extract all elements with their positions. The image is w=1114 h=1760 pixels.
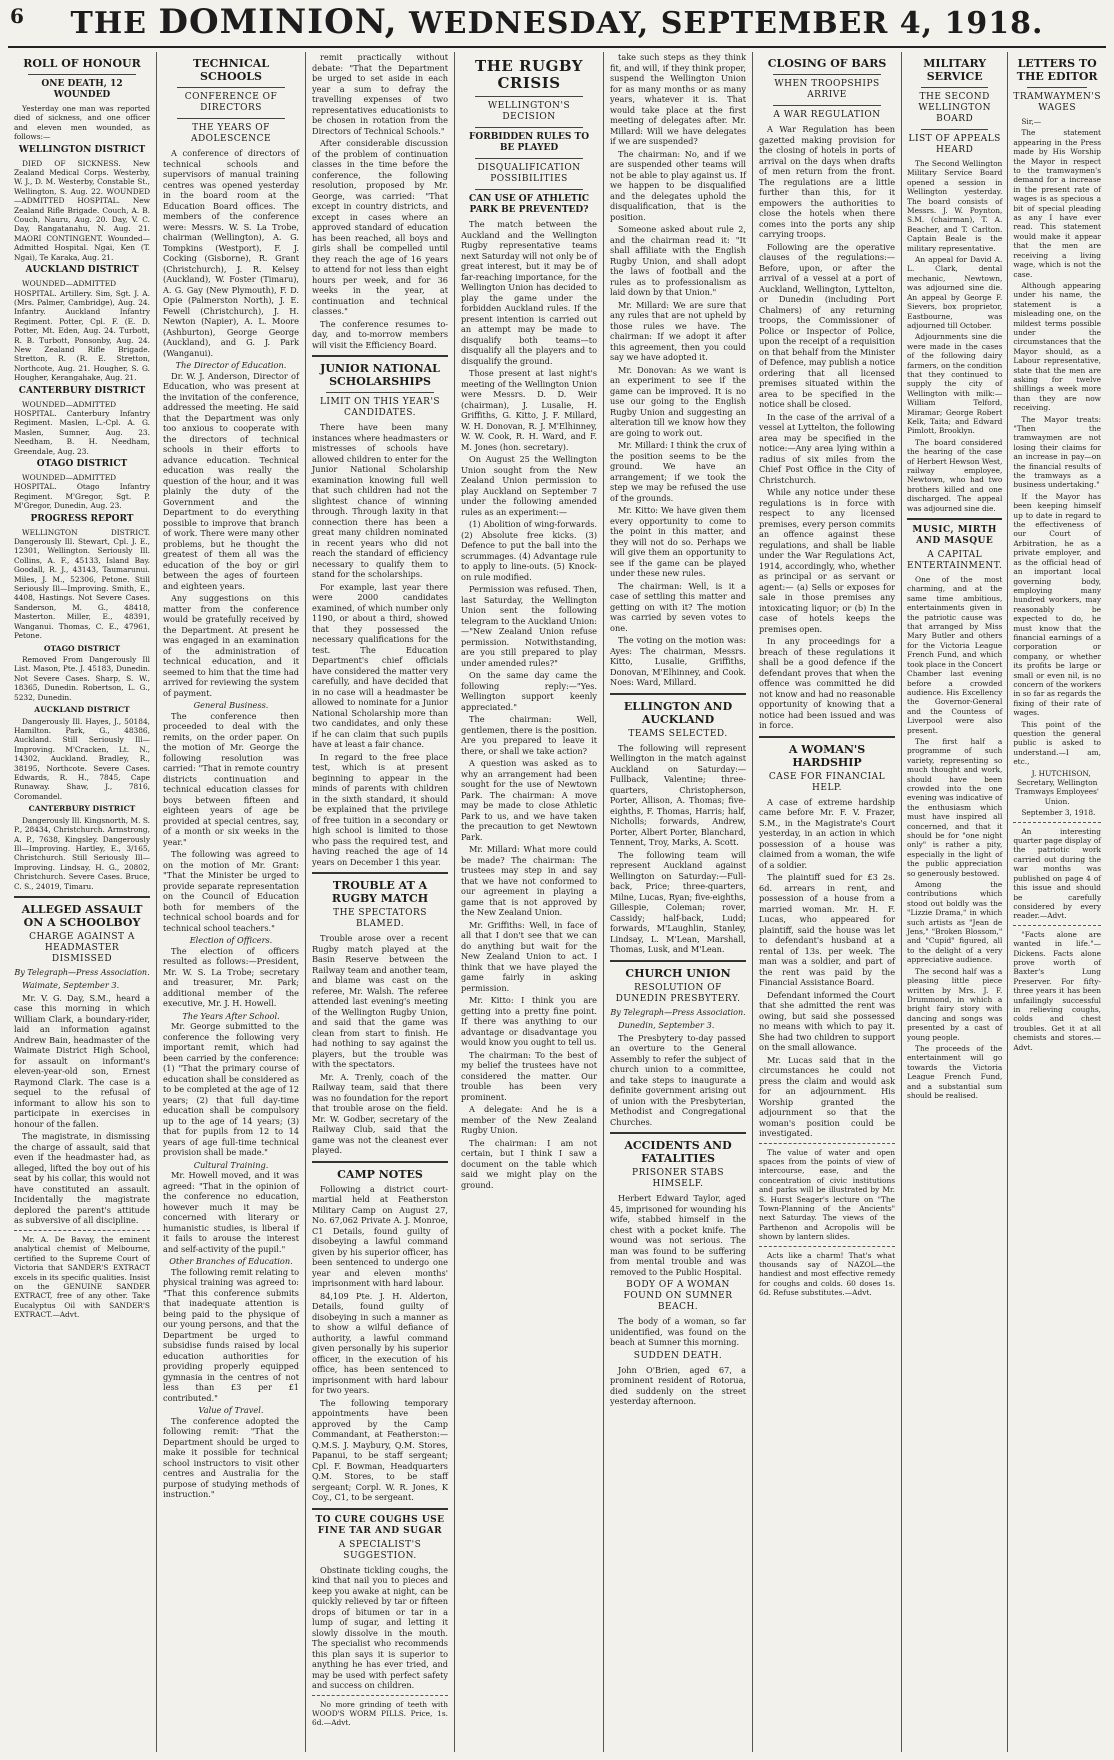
- letters-title: LETTERS TO THE EDITOR: [1016, 57, 1098, 83]
- rugby-match-trouble-title: TROUBLE AT A RUGBY MATCH: [331, 879, 429, 905]
- rugby-crisis-paragraph: Mr. Kitto: I think you are getting into a pretty fine point. If there was anything to our advantage or disadvantage you would know you ought to tell us.: [461, 995, 598, 1047]
- election-of-officers-heading: Election of Officers.: [189, 935, 273, 945]
- church-union-subtitle: RESOLUTION OF DUNEDIN PRESBYTERY.: [615, 982, 741, 1004]
- music-mirth-title: MUSIC, MIRTH AND MASQUE: [912, 525, 997, 547]
- alleged-assault-byline: By Telegraph—Press Association.: [14, 967, 150, 977]
- rugby-crisis-paragraph: On the same day came the following reply:—"Yes. Wellington support keenly appreciated.": [461, 670, 598, 712]
- church-union-title: CHURCH UNION: [625, 966, 731, 980]
- divider: [312, 1508, 448, 1510]
- closing-of-bars-paragraph: While any notice under these regulations is in force with respect to any licensed premises, every person commits an offence against these regulations, and shall be liable under the War Regulations Act, 1914, accordingly, who, whether as principal or as servant or agent:— (a) Sells or exposes for sale in those premises any intoxicating liquor; or (b) In the case of hotels keeps the premises open.: [759, 487, 896, 634]
- technical-schools-paragraph: The election of officers resulted as follows:—President, Mr. W. S. La Trobe; secretary and treasurer, Mr. Park; additional member of the executive, Mr. J. H. Howell.: [163, 945, 300, 1008]
- church-union-byline: By Telegraph—Press Association.: [610, 1007, 746, 1017]
- issue-date: WEDNESDAY, SEPTEMBER 4, 1918.: [408, 6, 1044, 41]
- rugby-crisis-continued: Mr. Donovan: As we want is an experiment to see if the game can be improved. It is no use our going to the English Rugby Union and suggesting an alteration till we know how they are going to work out.: [610, 364, 747, 438]
- years-after-school-heading: The Years After School.: [182, 1010, 280, 1021]
- rugby-crisis-continued: Mr. Millard: I think the crux of the position seems to be the ground. We have an arrangement; if we took the step we may be refused the use of the grounds.: [610, 440, 747, 503]
- alleged-assault-title: ALLEGED ASSAULT ON A SCHOOLBOY: [21, 902, 143, 929]
- rugby-match-trouble-subtitle: THE SPECTATORS BLAMED.: [333, 908, 427, 929]
- divider: [610, 960, 746, 962]
- divider: [921, 87, 988, 88]
- junior-scholarships-paragraph: In regard to the free place test, which is at present beginning to appear in the minds of parents with children in the sixth standard, it should be explained that the privilege of free tuition in a secondary or high school is limited to those who pass the required test, and having reached the age of 14 years on December 1 this year.: [312, 751, 449, 867]
- rugby-crisis-subtitle: WELLINGTON'S DECISION: [487, 101, 571, 122]
- divider: [475, 158, 583, 159]
- cultural-training-heading: Cultural Training.: [193, 1159, 269, 1170]
- closing-of-bars-paragraph: In the case of the arrival of a vessel at Lyttelton, the following area may be specified in the notice:—Any area lying within a radius of six miles from the Chief Post Office in the City of Christchurch.: [759, 411, 896, 485]
- rugby-crisis-continued: The chairman: No, and if we are suspended other teams will not be able to play against us. If we happen to be disqualified and the delegates uphold the disqualification, that is the position.: [610, 148, 747, 222]
- letter-paragraph: Although appearing under his name, the statement is a misleading one, on the mildest terms possible under the circumstances that the Mayor should, as a Labour representative, state that the men are asking for twelve shillings a week more than they are now receiving.: [1013, 280, 1101, 413]
- letter-paragraph: The statement appearing in the Press made by His Worship the Mayor in respect to the tramwaymen's demand for a increase in the present rate of wages is as specious a bit of special pleading as any I have ever read. This statement would make it appear that the men are receiving a living wage, which is not the case.: [1013, 128, 1101, 279]
- closing-of-bars-title: CLOSING OF BARS: [767, 57, 887, 70]
- military-service-subtitle-2: LIST OF APPEALS HEARD: [908, 134, 1001, 155]
- rugby-crisis-subtitle-3: DISQUALIFICATION POSSIBILITIES: [477, 163, 581, 184]
- military-service-subtitle: THE SECOND WELLINGTON BOARD: [918, 92, 991, 124]
- alleged-assault-paragraph: The magistrate, in dismissing the charge of assault, said that even if the headmaster had, as alleged, lifted the boy out of his seat by his collar, this would not have constituted an assault. Incidentally the magistrate deplored the parent's attitude as subversive of all discipline.: [14, 1131, 150, 1226]
- rugby-crisis-continued: Someone asked about rule 2, and the chairman read it: "It shall affiliate with the English Rugby Union, and shall adopt the laws of football and the rules as to professionalism as laid down by that Union.": [610, 224, 747, 297]
- column-5: [604, 52, 753, 1752]
- rugby-crisis-paragraph: The chairman: Well, gentlemen, there is the position. Are you prepared to leave it there, or shall we take action?: [461, 714, 598, 756]
- technical-schools-continued: After considerable discussion of the problem of continuation classes in the time before the conference, the following resolution, proposed by Mr. George, was carried: "That except in country districts, and except in cases where an approved standard of education has been reached, all boys and girls shall be compelled until they reach the age of 16 years to attend for not less than eight hours per week, and for 36 weeks in the year, at continuation and technical classes.": [312, 138, 449, 316]
- military-service-title: MILITARY SERVICE: [923, 57, 987, 83]
- technical-schools-continued: remit practically without debate: "That the Department be urged to set aside in each year a sum to defray the travelling expenses of two representatives educationists to be chosen in rotation from the Directors of Technical Schools.": [312, 52, 449, 136]
- junior-scholarships-subtitle: LIMIT ON THIS YEAR'S CANDIDATES.: [319, 397, 441, 418]
- junior-scholarships-paragraph: There have been many instances where headmasters or mistresses of schools have allowed children to enter for the Junior National Scholarship examination knowing full well that such children had not the slightest chance of winning through. Through laxity in that connection there has been a great many children nominated in recent years who did not reach the standard of efficiency necessary to qualify them to stand for the scholarships.: [312, 422, 449, 579]
- letter-salutation: Sir,—: [1021, 117, 1042, 126]
- alleged-assault-dateline: Waimate, September 3.: [22, 980, 120, 991]
- military-service-paragraph: An appeal for David A. L. Clark, dental mechanic, Newtown, was adjourned sine die. An appeal by George F. Sievers, box proprietor, Eastbourne, was adjourned till October.: [907, 255, 1003, 330]
- military-service-paragraph: Adjournments sine die were made in the cases of the following dairy farmers, on the condition that they continued to supply the city of Wellington with milk:—William Telford, Miramar; George Robert Kelk, Taita; and Edward Pimlott, Brooklyn.: [907, 332, 1003, 436]
- divider: [326, 392, 434, 393]
- town-planning-notice: The value of water and open spaces from the points of view of intercourse, ease, and the concentration of civic institutions and parks will be illustrated by Mr. S. Hurst Seager's lecture on "The Town-Planning of the Ancients" next Saturday. The views of the Parthenon and Acropolis will be shown by lantern slides.: [759, 1147, 896, 1242]
- column-7: [902, 52, 1106, 1752]
- divider: [475, 96, 583, 97]
- church-union-paragraph: The Presbytery to-day passed an overture to the General Assembly to refer the subject of church union to a committee, and take steps to inaugurate a definite government arising out of union with the Presbyterian, Methodist and Congregational Churches.: [610, 1032, 747, 1127]
- closing-of-bars-paragraph: A War Regulation has been gazetted making provision for the closing of hotels in ports of arrival on the days when drafts of men return from the front. The regulations are a little further than this, for it empowers the authorities to close the hotels when there comes into the ports any ship carrying troops.: [759, 124, 896, 239]
- letter-paragraph: If the Mayor has been keeping himself up to date in regard to the effectiveness of our Court of Arbitration, he as a private employer, and as the official head of an important local governing body, employing many hundred workers, may reasonably be expected to do, he must know that the financial earnings of a corporation or company, or whether its profits be large or small or even nil, is no concern of the workers in so far as regards the fixing of their rate of wages.: [1013, 491, 1101, 718]
- divider: [759, 736, 895, 738]
- otago-district-title: OTAGO DISTRICT: [36, 459, 128, 469]
- teams-title: ELLINGTON AND AUCKLAND: [623, 699, 733, 726]
- closing-of-bars-subtitle: WHEN TROOPSHIPS ARRIVE: [774, 79, 880, 100]
- lung-preserver-advertisement: "Facts alone are wanted in life."—Dickens. Facts alone prove worth of Baxter's Lung Preserver. For fifty-three years it has been unfailingly successful in relieving coughs, colds and chest troubles. Get it at all chemists and stores.—Advt.: [1013, 929, 1101, 1052]
- junior-scholarships-title: JUNIOR NATIONAL SCHOLARSHIPS: [320, 362, 440, 388]
- canterbury-district-title: CANTERBURY DISTRICT: [18, 385, 146, 396]
- roll-intro: Yesterday one man was reported died of sickness, and one officer and eleven men wounded, as follows:—: [14, 104, 150, 142]
- music-mirth-paragraph: The proceeds of the entertainment will go towards the Victoria League French Fund, and a substantial sum should be realised.: [907, 1043, 1003, 1100]
- worm-pills-advertisement: No more grinding of teeth with WOOD'S WORM PILLS. Price, 1s. 6d.—Advt.: [312, 1699, 449, 1728]
- technical-schools-paragraph: Mr. Howell moved, and it was agreed: "That in the opinion of the conference no education, however much it may be concerned with literary or humanistic studies, is liberal if it fails to arouse the interest and self-activity of the pupil.": [163, 1170, 300, 1254]
- rugby-crisis-continued: Mr. Millard: We are sure that any rules that are not upheld by those rules we have. The chairman: If we adopt it after this agreement, then you could say we have adopted it.: [610, 299, 747, 362]
- music-mirth-paragraph: The first half a programme of such variety, representing so much thought and work, should have been crowded into the one evening was indicative of the enthusiasm which must have inspired all concerned, and that it should be for "one night only" is rather a pity, especially in the light of the public appreciation so generously bestowed.: [907, 736, 1003, 878]
- other-branches-heading: Other Branches of Education.: [169, 1256, 293, 1266]
- closing-of-bars-paragraph: Following are the operative clauses of the regulations:— Before, upon, or after the arrival of a vessel at a port of Auckland, Wellington, Lyttelton, or Dunedin (including Port Chalmers) of any returning troops, the Commissioner of Police or Inspector of Police, upon the receipt of a requisition on that behalf from the Minister of Defence, may publish a notice ordering that all licensed premises situated within the area to be specified in the notice shall be closed.: [759, 241, 896, 409]
- otago-district-2-title: OTAGO DISTRICT: [43, 643, 121, 653]
- alleged-assault-subtitle: CHARGE AGAINST A HEADMASTER DISMISSED: [29, 931, 135, 964]
- divider: [312, 355, 448, 357]
- music-mirth-paragraph: The second half was a pleasing little piece written by Mrs. J. F. Drummond, in which a bright fairy story with dancing and songs was presented by a cast of young people.: [907, 966, 1003, 1042]
- title-prefix: THE: [70, 6, 148, 41]
- technical-schools-subtitle-2: THE YEARS OF ADOLESCENCE: [190, 123, 272, 144]
- divider: [14, 896, 150, 898]
- closing-of-bars-subtitle-2: A WAR REGULATION: [773, 110, 881, 120]
- womans-hardship-paragraph: The plaintiff sued for £3 2s. 6d. arrears in rent, and possession of a house from a married woman. Mr. H. F. Lucas, who appeared for plaintiff, said the house was let to defendant's husband at a rental of 13s. per week. The man was a soldier, and part of the rent was paid by the Financial Assistance Board.: [759, 872, 896, 987]
- camp-notes-paragraph: Following a district court-martial held at Featherston Military Camp on August 27, No. 67,062 Private A. J. Monroe, C1 Details, found guilty of disobeying a lawful command given by his superior officer, has been sentenced to undergo one year and eleven months' imprisonment with hard labour.: [312, 1183, 449, 1288]
- amended-rules-list: (1) Abolition of wing-forwards. (2) Absolute free kicks. (3) Defence to put the ball into the scrummages. (4) Advantage rule to apply to line-outs. (5) Knock-on rule modified.: [461, 519, 598, 582]
- rugby-crisis-title: THE RUGBY CRISIS: [475, 57, 584, 92]
- technical-schools-paragraph: The conference then proceeded to deal with the remits, on the order paper. On the motion of Mr. George the following resolution was carried: "That in remote country districts continuation and technical education classes for boys between fifteen and eighteen years of age be provided at special centres, say, of a month or six weeks in the year.": [163, 710, 300, 847]
- masthead-rule: [8, 46, 1106, 48]
- roll-subtitle: ONE DEATH, 12 WOUNDED: [41, 79, 123, 100]
- rugby-crisis-subtitle-4: CAN USE OF ATHLETIC PARK BE PREVENTED?: [468, 194, 590, 215]
- rugby-match-trouble-paragraph: Mr. A. Trenly, coach of the Railway team, said that there was no foundation for the report that trouble arose on the field. Mr. W. Godber, secretary of the Railway Club, said that the game was not the cleanest ever played.: [312, 1071, 449, 1155]
- paper-name: DOMINION,: [158, 2, 398, 42]
- technical-schools-title: TECHNICAL SCHOOLS: [193, 57, 269, 83]
- divider: [921, 129, 988, 130]
- divider: [773, 105, 881, 106]
- technical-schools-paragraph: The following remit relating to physical training was agreed to: "That this conference submits that inadequate attention is being paid to the physique of our young persons, and that the Department be urged to subsidise funds raised by local education authorities for providing properly equipped gymnasia in the centres of not less than £3 per £1 contributed.": [163, 1266, 300, 1403]
- column-4: [455, 52, 604, 1752]
- divider: [177, 118, 285, 119]
- divider: [773, 74, 881, 75]
- wellington-district-title: WELLINGTON DISTRICT: [18, 144, 146, 155]
- auckland-district-title: AUCKLAND DISTRICT: [25, 265, 139, 276]
- roll-of-honour-title: ROLL OF HONOUR: [23, 57, 141, 70]
- letter-signature: J. HUTCHISON, Secretary, Wellington Tramways Employees' Union.: [1015, 768, 1099, 806]
- sanders-extract-advertisement: Mr. A. De Bavay, the eminent analytical chemist of Melbourne, certified to the Supreme Court of Victoria that SANDER'S EXTRACT excels in its specific qualities. Insist on the GENUINE SANDER EXTRACT, free of any other. Take Eucalyptus Oil with SANDER'S EXTRACT.—Advt.: [14, 1234, 150, 1320]
- newspaper-columns: [8, 52, 1106, 1752]
- divider: [759, 1246, 895, 1247]
- accidents-paragraph: John O'Brien, aged 67, a prominent resident of Rotorua, died suddenly on the street yesterday afternoon.: [610, 1364, 747, 1406]
- military-service-paragraph: The Second Wellington Military Service Board opened a session in Wellington yesterday. The board consists of Messrs. J. W. Poynton, S.M. (chairman), T. A. Beacher, and T. Carlton. Captain Beale is the military representative.: [907, 159, 1003, 253]
- letters-column: [1008, 52, 1106, 1752]
- womans-hardship-paragraph: Mr. Lucas said that in the circumstances he could not press the claim and would ask for an adjournment. His Worship granted the adjournment so that the woman's position could be investigated.: [759, 1054, 896, 1138]
- prisoner-subtitle: PRISONER STABS HIMSELF.: [632, 1168, 725, 1189]
- progress-report-text: WELLINGTON DISTRICT. Dangerously Ill. Stewart, Cpl. J. E., 12301, Wellington. Seriously Ill. Collins, A. F., 45133, Island Bay. Goodall, R. J., 43143, Taumarunui. Miles, J. M., 52306, Petone. Still Seriously Ill—Improving. Smith, E., 4408, Hastings. Not Severe Cases. Sanderson, M. G., 48418, Masterton. Miller, E., 48391, Wanganui. Thomas, C. E., 47961, Petone.: [14, 527, 150, 641]
- body-found-subtitle: BODY OF A WOMAN FOUND ON SUMNER BEACH.: [623, 1280, 733, 1312]
- canterbury-district-text: WOUNDED—ADMITTED HOSPITAL. Canterbury Infantry Regiment. Maslen, L.-Cpl. A. G. Maslen, Sumner, Aug. 23. Needham, B. H. Needham, Greendale, Aug. 23.: [14, 399, 150, 456]
- technical-schools-paragraph: The conference adopted the following remit: "That the Department should be urged to make it possible for technical school instructors to visit other centres and Australia for the purpose of studying methods of instruction.": [163, 1415, 300, 1499]
- divider: [759, 1143, 895, 1144]
- divider: [312, 1695, 448, 1696]
- accidents-title: ACCIDENTS AND FATALITIES: [624, 1139, 732, 1165]
- divider: [907, 518, 1002, 520]
- cure-coughs-subtitle: A SPECIALIST'S SUGGESTION.: [338, 1539, 422, 1561]
- teams-paragraph: The following will represent Wellington in the match against Auckland on Saturday:—Fullback, Valentine; three-quarters, Christopherson, Porter, Allison, A. Thomas; five-eighths, F. Thomas, Harris; half, Nicholls; forwards, Andrew, Porter, Albert Porter, Blanchard, Tennent, Troy, Marks, A. Scott.: [610, 742, 747, 847]
- rugby-crisis-paragraph: Those present at last night's meeting of the Wellington Union were Messrs. D. D. Weir (chairman), J. Lusalie, H. Griffiths, G. Kitto, J. F. Millard, W. H. Donovan, R. J. M'Elhinney, W. W. Cook, R. H. Ward, and F. M. Jones (hon. secretary).: [461, 368, 598, 452]
- divider: [1013, 925, 1101, 926]
- alleged-assault-paragraph: Mr. V. G. Day, S.M., heard a case this morning in which William Clark, a boundary-rider, laid an information against Andrew Bain, headmaster of the Waimate District High School, for assault on informant's eleven-year-old son, Ernest Raymond Clark. The case is a sequel to the refusal of informant to allow his son to participate in exercises in honour of the fallen.: [14, 992, 150, 1129]
- technical-schools-paragraph: Mr. George submitted to the conference the following very important remit, which had been carried by the conference: (1) "That the primary course of education shall be considered as to be completed at the age of 12 years; (2) that full day-time education shall be compulsory up to the age of 14 years; (3) that for pupils from 12 to 14 years of age full-time technical provision shall be made.": [163, 1021, 300, 1157]
- junior-scholarships-paragraph: For example, last year there were 2000 candidates examined, of which number only 1190, or about a third, showed that they possessed the necessary qualifications for the test. The Education Department's chief officials have considered the matter very carefully, and have decided that in no case will a headmaster be allowed to nominate for a Junior National Scholarship more than two candidates, and only these if he can claim that such pupils have at least a fair chance.: [312, 581, 449, 749]
- rugby-crisis-paragraph: The chairman: To the best of my belief the trustees have not considered the matter. Our trouble has been very prominent.: [461, 1049, 598, 1102]
- divider: [610, 693, 746, 695]
- letter-date: September 3, 1918.: [1021, 808, 1096, 818]
- divider: [177, 87, 285, 88]
- womans-hardship-subtitle: CASE FOR FINANCIAL HELP.: [768, 771, 886, 793]
- accidents-paragraph: Herbert Edward Taylor, aged 45, imprisoned for wounding his wife, stabbed himself in the chest with a pocket knife. The wound was not serious. The man was found to be suffering from mental trouble and was removed to the Public Hospital.: [610, 1193, 747, 1277]
- progress-report-title: PROGRESS REPORT: [30, 513, 134, 524]
- divider: [312, 872, 448, 874]
- technical-schools-paragraph: A conference of directors of technical schools and supervisors of manual training centres was opened yesterday in the board room at the Education Board offices. The members of the conference were: Messrs. W. S. La Trobe, chairman (Wellington), A. G. Tompkins (Westport), F. J. Cocking (Gisborne), R. Grant (Christchurch), J. R. Kelsey (Auckland), W. Foster (Timaru), A. G. Gay (New Plymouth), F. D. Opie (Palmerston North), J. E. Fewell (Christchurch), J. H. Newton (Napier), A. L. Moore (Ashburton), George George (Auckland), and G. J. Park (Wanganui).: [163, 148, 300, 358]
- column-1: [8, 52, 157, 1752]
- canterbury-district-2-title: CANTERBURY DISTRICT: [28, 804, 136, 814]
- director-of-education-heading: The Director of Education.: [175, 360, 287, 370]
- camp-notes-paragraph: 84,109 Pte. J. H. Alderton, Details, found guilty of disobeying in such a manner as to show a wilful defiance of authority, a lawful command given personally by his superior officer, in the execution of his office, has been sentenced to imprisonment with hard labour for two years.: [312, 1290, 449, 1395]
- column-2: [157, 52, 306, 1752]
- teams-subtitle: TEAMS SELECTED.: [628, 728, 728, 739]
- technical-schools-paragraph: The following was agreed to on the motion of Mr. Grant: "That the Minister be urged to provide separate representation on the Council of Education both for members of the technical school boards and for technical school teachers.": [163, 849, 300, 933]
- wellington-district-text: DIED OF SICKNESS. New Zealand Medical Corps. Westerby, W. J., D. M. Westerby, Constable St., Wellington, S. Aug. 22. WOUNDED—ADMITTED HOSPITAL. New Zealand Rifle Brigade. Couch, A. B. Couch, Nauru, Aug. 20. Day, V. C. Day, Rangatanahu, N. Aug. 21. MAORI CONTINGENT. Wounded—Admitted Hospital. Ngai, Ken (T. Ngai), Te Karaka, Aug. 21.: [14, 158, 150, 262]
- cure-coughs-paragraph: Obstinate tickling coughs, the kind that nail you to pieces and keep you awake at night, can be quickly relieved by tar or fifteen drops of bitumen or tar in a lump of sugar, and letting it slowly dissolve in the mouth. The specialist who recommends this plan says it is superior to anything he has ever tried, and may be used with perfect safety and success on children.: [312, 1564, 449, 1690]
- letter-paragraph: The Mayor treats: "Then the tramwaymen are not losing their claims for an increase in pay—on the financial results of the tramways as a business undertaking.": [1013, 414, 1101, 490]
- masthead-title: [0, 2, 1114, 42]
- rugby-crisis-subtitle-2: FORBIDDEN RULES TO BE PLAYED: [469, 132, 590, 153]
- music-mirth-subtitle: A CAPITAL ENTERTAINMENT.: [907, 550, 1003, 572]
- cure-coughs-title: TO CURE COUGHS USE FINE TAR AND SUGAR: [315, 1514, 445, 1536]
- otago-district-2-text: Removed From Dangerously Ill List. Mason, Pte. J. 45183, Dunedin. Not Severe Cases. Sharp, S. W., 18365, Dunedin. Robertson, L. G., 5232, Dunedin.: [14, 655, 150, 702]
- technical-schools-subtitle: CONFERENCE OF DIRECTORS: [184, 92, 278, 113]
- rugby-crisis-continued: The chairman: Well, is it a case of settling this matter and getting on with it? The motion was carried by seven votes to one.: [610, 580, 747, 633]
- divider: [1013, 822, 1101, 823]
- rugby-match-trouble-paragraph: Trouble arose over a recent Rugby match played at the Basin Reserve between the Railway team and another team, and blame was cast on the referee, Mr. Walsh. The referee attended last evening's meeting of the Wellington Rugby Union, and said that the game was clean from start to finish. He had nothing to say against the players, but the trouble was with the spectators.: [312, 933, 449, 1069]
- womans-hardship-paragraph: A case of extreme hardship came before Mr. F. V. Frazer, S.M., in the Magistrate's Court yesterday, in an action in which possession of a house was claimed from a woman, the wife of a soldier.: [759, 796, 896, 870]
- teams-paragraph: The following team will represent Auckland against Wellington on Saturday:—Full-back, Price; three-quarters, Milne, Lucas, Ryan; five-eighths, Gillespie, Coleman; rover, Cassidy; half-back, Ludd; forwards, M'Laughlin, Stanley, Lindsay, L. M'Lean, Marshall, Thomas, Lusk, and M'Lean.: [610, 849, 747, 954]
- divider: [1027, 87, 1087, 88]
- rugby-crisis-paragraph: The match between the Auckland and the Wellington Rugby representative teams next Saturday will not only be of great interest, but it may be of far-reaching importance, for the Wellington Union has decided to play the game under the forbidden Auckland rules. If the present intention is carried out an attempt may be made to disqualify both teams—to disqualify all the players and to disqualify the ground.: [461, 219, 598, 366]
- divider: [610, 1132, 746, 1134]
- church-union-dateline: Dunedin, September 3.: [618, 1020, 715, 1030]
- otago-district-text: WOUNDED—ADMITTED HOSPITAL. Otago Infantry Regiment. M'Gregor, Sgt. P. M'Gregor, Dunedin, Aug. 23.: [14, 473, 150, 511]
- auckland-district-2-text: Dangerously Ill. Hayes, J., 50184, Hamilton. Park, G., 48386, Auckland. Still Seriously Ill—Improving. M'Cracken, Lt. N., 14302, Auckland. Bradley, R., 38195, Northcote. Severe Cases. Edwards, R. H., 7845, Cape Runaway. Shaw, J., 7816, Coromandel.: [14, 716, 150, 801]
- rugby-crisis-paragraph: On August 25 the Wellington Union sought from the New Zealand Union permission to play Auckland on September 7 under the following amended rules as an experiment:—: [461, 454, 598, 517]
- rugby-crisis-paragraph: Mr. Griffiths: Well, in face of all that I don't see that we can do anything but wait for the New Zealand Union to act. I think that we have played the game fairly in asking permission.: [461, 919, 598, 993]
- accidents-paragraph: The body of a woman, so far unidentified, was found on the beach at Sumner this morning.: [610, 1316, 747, 1347]
- camp-notes-paragraph: The following temporary appointments have been approved by the Camp Commandant, at Featherston:—Q.M.S. J. Maybury, Q.M. Stores, Papanui, to be staff sergeant; Cpl. F. Bowman, Headquarters Q.M. Stores, to be staff sergeant; Corpl. W. R. Jones, K Coy., C1, to be sergeant.: [312, 1397, 449, 1502]
- rugby-crisis-paragraph: Mr. Millard: What more could be made? The chairman: The trustees may step in and say that we have not conformed to our agreement in playing a game that is not approved by the New Zealand Union.: [461, 844, 598, 917]
- rugby-crisis-continued: take such steps as they think fit, and will, if they think proper, suspend the Wellington Union for as many months or as many years, whatever it is. That would take place at the first meeting of delegates after. Mr. Millard: Will we have delegates if we are suspended?: [610, 52, 747, 146]
- technical-schools-paragraph: Dr. W. J. Anderson, Director of Education, who was present at the invitation of the conference, addressed the meeting. He said that the Department was only too anxious to cooperate with the directors of technical schools in their efforts to advance education. Technical education was really the question of the hour, and it was plainly the duty of the Government and the Department to do everything possible to improve that branch of work. There were many other problems, but he thought the greatest of them all was the education of the boy or girl between the ages of fourteen and eighteen years.: [163, 370, 300, 591]
- technical-schools-paragraph: Any suggestions on this matter from the conference would be gratefully received by the Department. At present he was engaged in an examination of the administration of technical education, and it seemed to him that the time had arrived for reviewing the system of payment.: [163, 593, 300, 698]
- letters-subtitle: TRAMWAYMEN'S WAGES: [1013, 92, 1101, 113]
- divider: [312, 1161, 448, 1163]
- womans-hardship-title: A WOMAN'S HARDSHIP: [788, 742, 866, 769]
- rugby-crisis-paragraph: A question was asked as to why an arrangement had been sought for the use of Newtown Park. The chairman: A move may be made to close Athletic Park to us, and we have taken the precaution to get Newtown Park.: [461, 758, 598, 842]
- auckland-district-2-title: AUCKLAND DISTRICT: [34, 705, 130, 715]
- rugby-crisis-continued: Mr. Kitto: We have given them every opportunity to come to the point in this matter, and they will not do so. Perhaps we will give them an opportunity to see if the game can be played under these new rules.: [610, 505, 747, 578]
- music-mirth-paragraph: One of the most charming, and at the same time ambitious, entertainments given in the patriotic cause was that arranged by Miss Mary Butler and others for the Victoria League French Fund, and which took place in the Concert Chamber last evening before a crowded audience. His Excellency the Governor-General and the Countess of Liverpool were also present.: [907, 575, 1003, 735]
- technical-schools-continued: The conference resumes to-day, and to-morrow members will visit the Efficiency Board.: [312, 318, 449, 350]
- military-service-paragraph: The board considered the hearing of the case of Herbert Hewson West, railway employee, Newtown, who had two brothers killed and one discharged. The appeal was adjourned sine die.: [907, 437, 1003, 513]
- masthead: [0, 0, 1114, 50]
- canterbury-district-2-text: Dangerously Ill. Kingsnorth, M. S. P., 28434, Christchurch. Armstrong, A. P., 7638, Kingsley. Dangerously Ill—Improving. Hartley, E., 3/165, Christchurch. Still Seriously Ill—Improving. Lindsay, H. G., 20802, Christchurch. Severe Cases. Bruce, C. S., 24019, Timaru.: [14, 815, 150, 891]
- camp-notes-title: CAMP NOTES: [337, 1167, 423, 1181]
- music-mirth-paragraph: Among the contributions which stood out boldly was the "Lizzie Drama," in which such artists as "Jean de Jens," "Broken Blossom," and "Cupid" figured, all to the delight of a very appreciative audience.: [907, 880, 1003, 965]
- column-6: [753, 52, 902, 1752]
- page-number: 6: [10, 4, 24, 28]
- auckland-district-text: WOUNDED—ADMITTED HOSPITAL. Artillery. Sim, Sgt. J. A. (Mrs. Palmer, Cambridge), Aug. 24. Infantry. Auckland Infantry Regiment. Potter, Cpl. F. (E. D. Potter, Mt. Eden, Aug. 24. Turbott, R. B. Turbott, Ponsonby, Aug. 24. New Zealand Rifle Brigade. Stretton, R. (R. E. Stretton, Northcote, Aug. 21. Hougher, S. G. Hougher, Kerangahake, Aug. 21.: [14, 279, 150, 383]
- sudden-death-subtitle: SUDDEN DEATH.: [633, 1350, 723, 1361]
- patriotic-work-notice: An interesting quarter page display of the patriotic work carried out during the war months was published on page 4 of this issue and should be carefully considered by every reader.—Advt.: [1013, 826, 1101, 921]
- rugby-crisis-continued: The voting on the motion was: Ayes: The chairman, Messrs. Kitto, Lusalie, Griffiths, Donovan, M'Elhinney, and Cook. Noes: Ward, Millard.: [610, 635, 747, 687]
- rugby-crisis-paragraph: The chairman: I am not certain, but I think I saw a document on the table which said we might play on the ground.: [461, 1137, 598, 1190]
- divider: [475, 189, 583, 190]
- column-3: [306, 52, 455, 1752]
- closing-of-bars-paragraph: In any proceedings for a breach of these regulations it shall be a good defence if the defendant proves that when the offence was committed he did not know and had no reasonable opportunity of knowing that a notice had been issued and was in force.: [759, 636, 896, 730]
- military-service-column: [902, 52, 1008, 1752]
- womans-hardship-paragraph: Defendant informed the Court that she admitted the rent was owing, but said she possessed no means with which to pay it. She had two children to support on the small allowance.: [759, 989, 896, 1052]
- rugby-crisis-paragraph: Permission was refused. Then, last Saturday, the Wellington Union sent the following telegram to the Auckland Union:—"New Zealand Union refuse permission. Notwithstanding, are you still prepared to play under amended rules?": [461, 584, 598, 668]
- rugby-crisis-paragraph: A delegate: And he is a member of the New Zealand Rugby Union.: [461, 1104, 598, 1135]
- divider: [28, 74, 136, 75]
- divider: [475, 127, 583, 128]
- letter-paragraph: This point of the question the general public is asked to understand.—I am, etc.,: [1013, 719, 1101, 767]
- value-of-travel-heading: Value of Travel.: [198, 1405, 264, 1415]
- divider: [14, 1230, 150, 1231]
- nazol-advertisement: Acts like a charm! That's what thousands say of NAZOL—the handiest and most effective remedy for coughs and colds. 60 doses 1s. 6d. Refuse substitutes.—Advt.: [759, 1250, 896, 1298]
- general-business-heading: General Business.: [193, 700, 269, 710]
